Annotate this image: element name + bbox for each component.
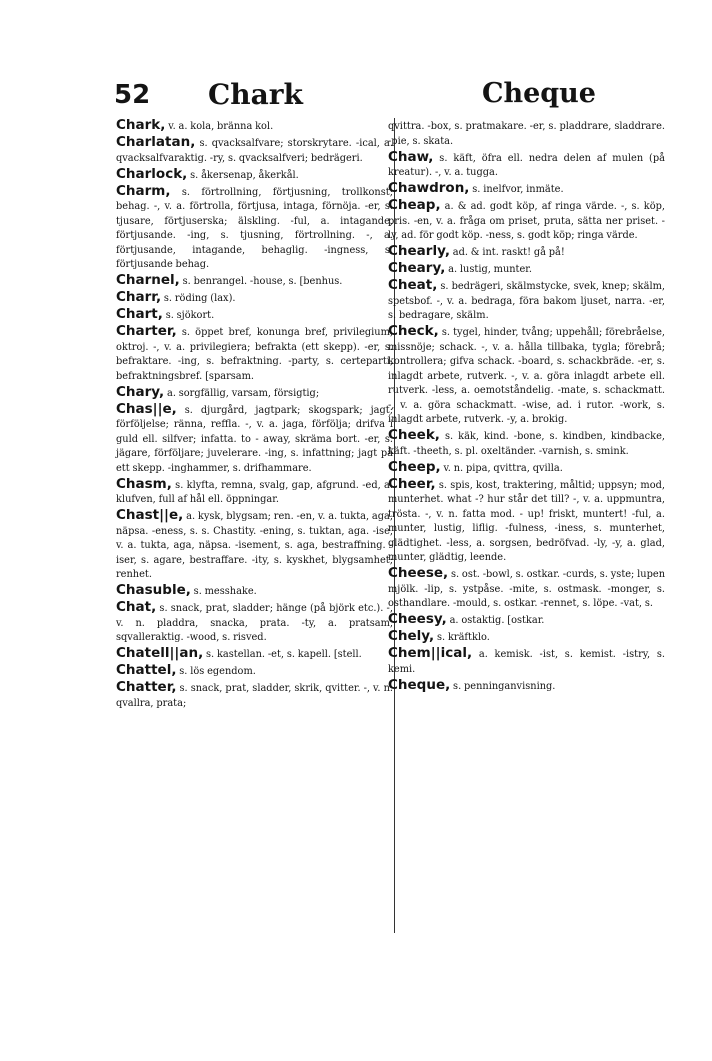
dictionary-entry (388, 324, 665, 428)
dictionary-entry (388, 118, 665, 149)
definition: a. kysk, blygsam; ren. -en, v. a. tukta, aga, näpsa. -eness, s. s. Chastity. -ening, s. tuktan, aga. -ise, v. a. tukta, aga, näpsa. -isement, s. aga, bestraffning. -iser, s. agare, bestraffare. -ity, s. kyskhet, blygsamhet; renhet. (116, 511, 393, 580)
headword: Chatell||an, (116, 645, 204, 661)
dictionary-entry (116, 646, 393, 663)
headword: Charlatan, (116, 134, 196, 150)
dictionary-entry (388, 460, 665, 477)
headword: Cheary, (388, 260, 446, 276)
definition: a. lustig, munter. (445, 264, 533, 275)
definition: s. qvacksalfvare; storskrytare. -ical, a. qvacksalfvaraktig. -ry, s. qvacksalfveri; bedrägeri. (116, 138, 393, 164)
definition: s. inelfvor, inmäte. (469, 184, 564, 195)
definition: s. kastellan. -et, s. kapell. [stell. (203, 649, 362, 660)
headword: Chasuble, (116, 582, 191, 598)
definition: s. klyfta, remna, svalg, gap, afgrund. -ed, a. klufven, full af hål ell. öppningar. (116, 479, 393, 505)
headword: Cheesy, (388, 611, 447, 627)
headword: Cheque, (388, 676, 451, 693)
headword: Chawdron, (388, 180, 470, 196)
headword: Chart, (116, 306, 163, 322)
left-guide-word: Chark (208, 78, 303, 111)
dictionary-entry (116, 663, 393, 680)
definition: s. snack, prat, sladder, skrik, qvitter. -, v. n. qvallra, prata; (116, 683, 393, 709)
headword: Cheer, (388, 475, 436, 492)
dictionary-entry (116, 477, 393, 508)
definition: s. messhake. (190, 586, 257, 597)
dictionary-entry (116, 402, 393, 477)
dictionary-entry (388, 646, 665, 677)
definition: v. n. pipa, qvittra, qvilla. (440, 462, 563, 474)
headword: Chast||e, (116, 507, 184, 523)
headword: Chasm, (116, 475, 172, 492)
headword: Charm, (116, 182, 171, 199)
definition: s. sjökort. (162, 310, 215, 321)
dictionary-entry (388, 244, 665, 261)
dictionary-entry (388, 477, 665, 566)
headword: Charter, (116, 323, 177, 339)
page-number: 52 (114, 80, 151, 110)
definition: s. åkersenap, åkerkål. (187, 169, 299, 181)
definition: a. sorgfällig, varsam, försigtig; (164, 387, 320, 399)
headword: Charlock, (116, 165, 188, 182)
definition: s. djurgård, jagtpark; skogspark; jagt; förföljelse; ränna, reffla. -, v. a. jaga, förfölja; drifva i guld ell. silfver; infatta. to - away, skräma bort. -er, s. jägare, förföljare; juvelerare. -ing, s. infattning; jagt på ett skepp. -inghammer, s. drifhammare. (116, 404, 393, 474)
definition: a. ostaktig. [ostkar. (446, 615, 545, 626)
definition: s. lös egendom. (176, 666, 256, 677)
definition: a. & ad. godt köp, af ringa värde. -, s. köp, pris. -en, v. a. fråga om priset, pruta, sätta ner priset. -ly, ad. för godt köp. -ness, s. godt köp; ringa värde. (388, 201, 665, 241)
definition: s. benrangel. -house, s. [benhus. (179, 276, 343, 287)
definition: s. käk, kind. -bone, s. kindben, kindbacke, käft. -theeth, s. pl. oxeltänder. -varnish, s. smink. (388, 431, 665, 457)
headword: Chary, (116, 383, 165, 400)
definition: s. öppet bref, konunga bref, privilegium, oktroj. -, v. a. privilegiera; befrakta (ett skepp). -er, s. befraktare. -ing, s. befraktning. -party, s. certeparti, befraktningsbref. [sparsam. (116, 327, 393, 382)
headword: Chat, (116, 599, 157, 615)
dictionary-entry (116, 118, 393, 135)
headword: Chatter, (116, 679, 177, 695)
definition: s. käft, öfra ell. nedra delen af mulen (på kreatur). -, v. a. tugga. (388, 152, 665, 178)
dictionary-entry (388, 612, 665, 629)
headword: Chaw, (388, 148, 434, 165)
headword: Cheap, (388, 197, 441, 213)
headword: Cheep, (388, 458, 441, 475)
definition: ad. & int. raskt! gå på! (449, 247, 565, 258)
definition: a. kemisk. -ist, s. kemist. -istry, s. kemi. (388, 649, 665, 675)
dictionary-entry (116, 307, 393, 324)
headword: Cheek, (388, 427, 440, 443)
headword: Chas||e, (116, 400, 177, 417)
dictionary-entry (116, 273, 393, 290)
dictionary-entry (388, 566, 665, 612)
headword: Chattel, (116, 662, 177, 678)
dictionary-entry (116, 184, 393, 273)
headword: Chem||ical, (388, 645, 473, 661)
definition: s. snack, prat, sladder; hänge (på björk etc.). -, v. n. pladdra, snacka, prata. -ty, a. pratsam, sqvalleraktig. -wood, s. risved. (116, 603, 393, 643)
dictionary-entry (116, 167, 393, 184)
definition: qvittra. -box, s. pratmakare. -er, s. pladdrare, sladdrare. -pie, s. skata. (388, 121, 665, 147)
dictionary-entry (388, 198, 665, 244)
definition: s. röding (lax). (161, 293, 236, 304)
dictionary-entry (388, 629, 665, 646)
dictionary-entry (116, 385, 393, 402)
headword: Cheat, (388, 277, 438, 293)
dictionary-entry (388, 678, 665, 695)
dictionary-entry (116, 324, 393, 384)
definition: s. ost. -bowl, s. ostkar. -curds, s. yste; lupen mjölk. -lip, s. ystpåse. -mite, s. ostmask. -monger, s. osthandlare. -mould, s. ostkar. -rennet, s. löpe. -vat, s. (388, 569, 665, 609)
definition: s. penninganvisning. (450, 680, 556, 692)
headword: Charnel, (116, 272, 180, 288)
dictionary-entry (116, 600, 393, 646)
headword: Cheese, (388, 565, 449, 581)
dictionary-entry (116, 583, 393, 600)
right-guide-word: Cheque (482, 78, 596, 109)
dictionary-entry (116, 680, 393, 711)
left-column (116, 118, 393, 712)
definition: v. a. kola, bränna kol. (165, 121, 274, 132)
headword: Check, (388, 323, 439, 339)
dictionary-entry (388, 261, 665, 278)
headword: Chely, (388, 628, 435, 644)
dictionary-entry (116, 508, 393, 583)
right-column (388, 118, 665, 695)
definition: s. spis, kost, traktering, måltid; uppsyn; mod, munterhet. what -? hur står det till? -, v. a. uppmuntra, trösta. -, v. n. fatta mod. - up! friskt, muntert! -ful, a. munter, lustig, liflig. -fulness, -iness, s. munterhet, glädtighet. -less, a. sorgsen, bedröfvad. -ly, -y, a. glad, munter, glädtig, leende. (388, 479, 665, 563)
definition: s. förtrollning, förtjusning, trollkonst; behag. -, v. a. förtrolla, förtjusa, intaga, förnöja. -er, s. tjusare, förtjuserska; älskling. -ful, a. intagande, förtjusande. -ing, s. tjusning, förtrollning. -, a. förtjusande, intagande, behaglig. -ingness, s. förtjusande behag. (116, 186, 393, 270)
dictionary-entry (388, 150, 665, 181)
definition: s. kräftklo. (434, 632, 490, 643)
definition: s. bedrägeri, skälmstycke, svek, knep; skälm, spetsbof. -, v. a. bedraga, föra bakom ljuset, narra. -er, s. bedragare, skälm. (388, 281, 665, 321)
dictionary-entry (116, 135, 393, 166)
dictionary-entry (116, 290, 393, 307)
definition: s. tygel, hinder, tvång; uppehåll; förebråelse, missnöje; schack. -, v. a. hålla tillbaka, tygla; förebrå; kontrollera; gifva schack. -board, s. schackbräde. -er, s. inlagdt arbete, rutverk. -, v. a. göra inlagdt arbete ell. rutverk. -less, a. oemotståndelig. -mate, s. schackmatt. -, v. a. göra schackmatt. -wise, ad. i rutor. -work, s. inlagdt arbete, rutverk. -y, a. brokig. (388, 327, 665, 425)
headword: Chark, (116, 117, 166, 133)
headword: Charr, (116, 289, 162, 305)
dictionary-entry (388, 181, 665, 198)
headword: Chearly, (388, 243, 450, 259)
dictionary-entry (388, 428, 665, 459)
dictionary-entry (388, 278, 665, 324)
